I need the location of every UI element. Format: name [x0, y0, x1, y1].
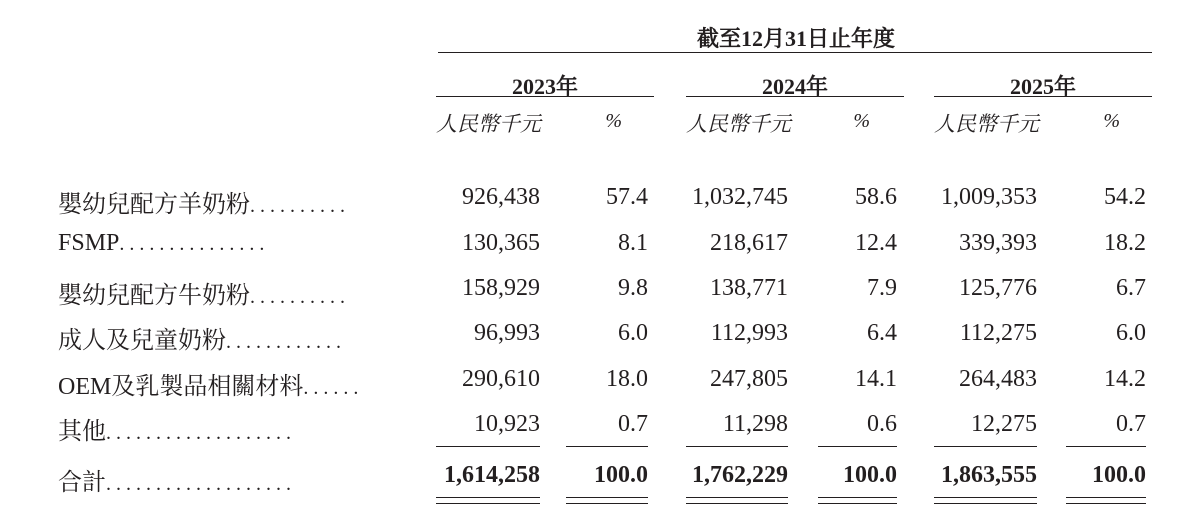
total-2024-pct: 100.0 — [843, 462, 897, 488]
total-2023-rmb: 1,614,258 — [444, 462, 540, 488]
total-2025-pct: 100.0 — [1092, 462, 1146, 488]
cell-2023-rmb: 926,438 — [462, 184, 540, 210]
cell-2023-rmb: 10,923 — [474, 411, 540, 437]
cell-2025-pct: 6.7 — [1116, 275, 1146, 301]
year-2024-header: 2024年 — [761, 74, 828, 99]
cell-2024-pct: 14.1 — [855, 366, 897, 392]
cell-2024-rmb: 1,032,745 — [692, 184, 788, 210]
row-label: 嬰幼兒配方牛奶粉.......... — [58, 283, 350, 309]
total-double-rule — [818, 497, 897, 498]
year-2025-rule — [934, 96, 1152, 97]
pct-2025: % — [1103, 110, 1120, 132]
year-2023-header: 2023年 — [511, 74, 578, 99]
unit-2025: 人民幣千元 — [934, 112, 1039, 136]
row-label: FSMP............... — [58, 230, 270, 256]
cell-2025-rmb: 339,393 — [959, 230, 1037, 256]
total-double-rule — [1066, 497, 1146, 498]
cell-2023-pct: 0.7 — [618, 411, 648, 437]
cell-2025-rmb: 12,275 — [971, 411, 1037, 437]
subtotal-rule — [934, 446, 1037, 447]
pct-2024: % — [853, 110, 870, 132]
period-header: 截至12月31日止年度 — [696, 26, 895, 51]
cell-2024-rmb: 218,617 — [710, 230, 788, 256]
total-double-rule — [934, 503, 1037, 504]
total-2024-rmb: 1,762,229 — [692, 462, 788, 488]
cell-2024-pct: 58.6 — [855, 184, 897, 210]
total-double-rule — [566, 497, 648, 498]
unit-2024: 人民幣千元 — [686, 112, 791, 136]
cell-2025-pct: 0.7 — [1116, 411, 1146, 437]
cell-2025-pct: 18.2 — [1104, 230, 1146, 256]
row-label: 成人及兒童奶粉............ — [58, 328, 346, 354]
year-2024-rule — [686, 96, 904, 97]
subtotal-rule — [1066, 446, 1146, 447]
cell-2024-rmb: 247,805 — [710, 366, 788, 392]
total-label: 合計................... — [58, 470, 296, 496]
cell-2023-rmb: 158,929 — [462, 275, 540, 301]
total-double-rule — [436, 503, 540, 504]
total-double-rule — [686, 497, 788, 498]
total-double-rule — [934, 497, 1037, 498]
cell-2025-rmb: 112,275 — [959, 320, 1037, 346]
cell-2024-rmb: 138,771 — [710, 275, 788, 301]
row-label: 其他................... — [58, 419, 296, 445]
cell-2024-rmb: 11,298 — [722, 411, 788, 437]
cell-2025-rmb: 1,009,353 — [941, 184, 1037, 210]
total-double-rule — [686, 503, 788, 504]
subtotal-rule — [818, 446, 897, 447]
year-2023-rule — [436, 96, 654, 97]
cell-2023-pct: 57.4 — [606, 184, 648, 210]
cell-2024-pct: 12.4 — [855, 230, 897, 256]
total-double-rule — [436, 497, 540, 498]
total-2025-rmb: 1,863,555 — [941, 462, 1037, 488]
pct-2023: % — [605, 110, 622, 132]
year-2025-header: 2025年 — [1009, 74, 1076, 99]
cell-2025-pct: 14.2 — [1104, 366, 1146, 392]
cell-2024-pct: 6.4 — [867, 320, 897, 346]
subtotal-rule — [686, 446, 788, 447]
cell-2023-pct: 8.1 — [618, 230, 648, 256]
cell-2025-pct: 6.0 — [1116, 320, 1146, 346]
cell-2023-rmb: 96,993 — [474, 320, 540, 346]
subtotal-rule — [436, 446, 540, 447]
cell-2025-rmb: 264,483 — [959, 366, 1037, 392]
cell-2024-rmb: 112,993 — [710, 320, 788, 346]
total-double-rule — [1066, 503, 1146, 504]
cell-2025-rmb: 125,776 — [959, 275, 1037, 301]
total-2023-pct: 100.0 — [594, 462, 648, 488]
cell-2024-pct: 7.9 — [867, 275, 897, 301]
total-double-rule — [566, 503, 648, 504]
cell-2023-pct: 18.0 — [606, 366, 648, 392]
cell-2023-pct: 9.8 — [618, 275, 648, 301]
unit-2023: 人民幣千元 — [436, 112, 541, 136]
row-label: 嬰幼兒配方羊奶粉.......... — [58, 192, 350, 218]
cell-2024-pct: 0.6 — [867, 411, 897, 437]
cell-2023-pct: 6.0 — [618, 320, 648, 346]
row-label: OEM及乳製品相關材料...... — [58, 374, 364, 400]
total-double-rule — [818, 503, 897, 504]
cell-2023-rmb: 130,365 — [462, 230, 540, 256]
cell-2025-pct: 54.2 — [1104, 184, 1146, 210]
cell-2023-rmb: 290,610 — [462, 366, 540, 392]
subtotal-rule — [566, 446, 648, 447]
period-header-rule — [438, 52, 1152, 53]
